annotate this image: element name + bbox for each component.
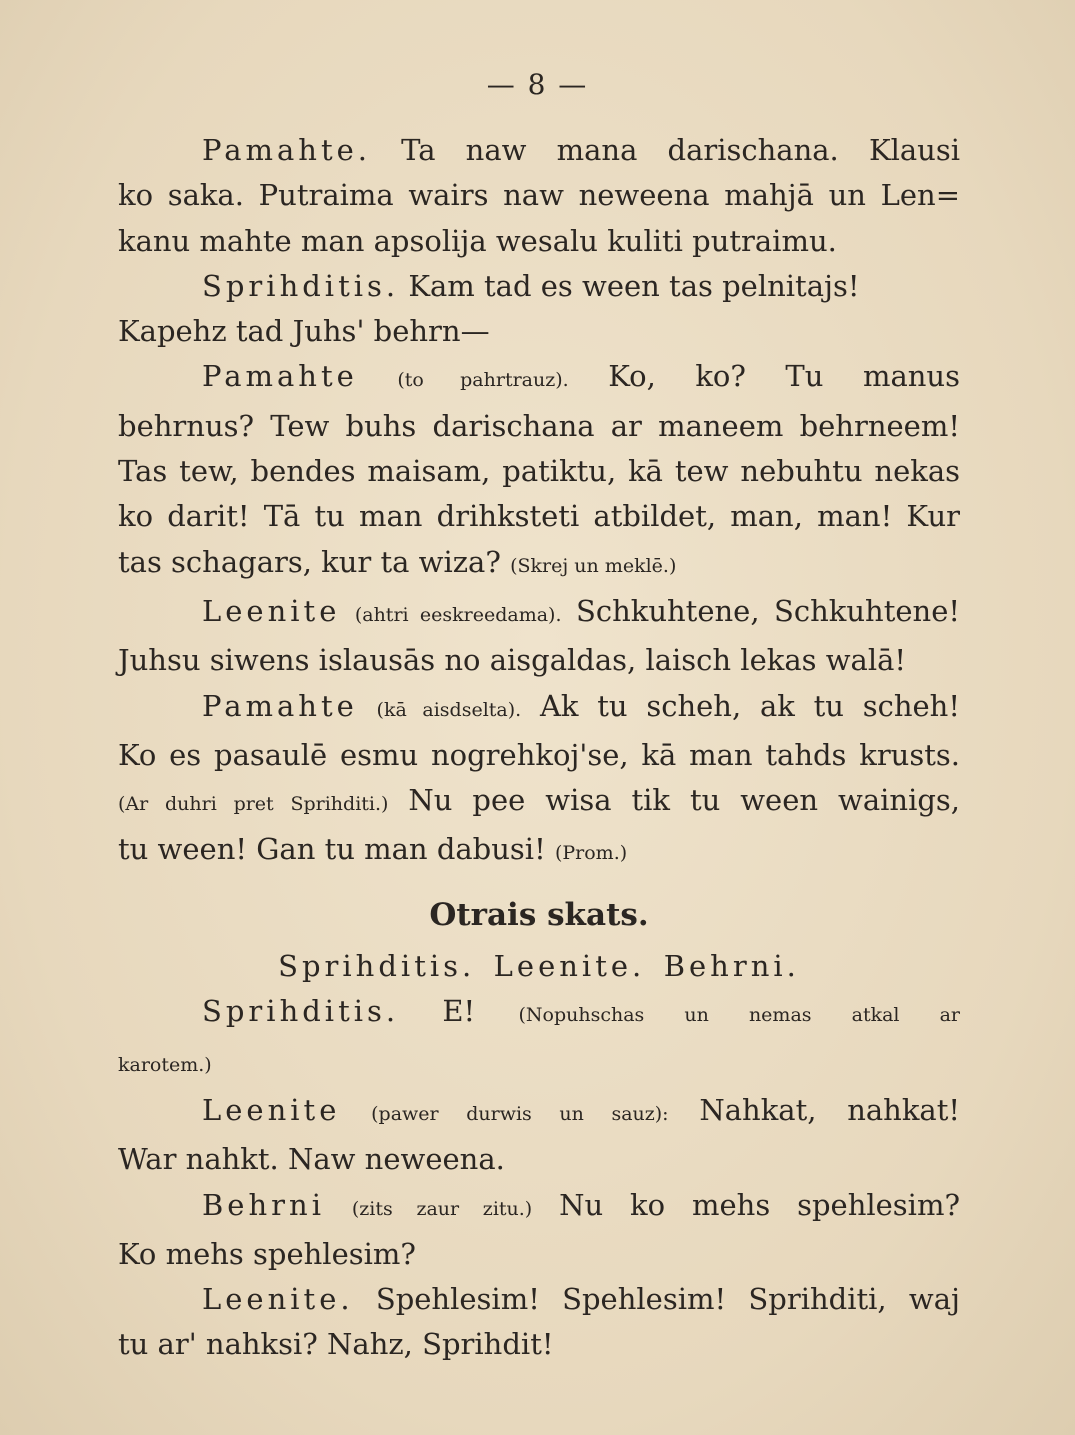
stage-direction: karotem.) [118, 1053, 212, 1076]
speaker: Leenite. [202, 1282, 354, 1317]
text-line [118, 778, 960, 827]
speaker: Leenite [202, 1092, 341, 1127]
text-line [118, 1232, 960, 1277]
dialogue: tas schagars, kur ta wiza? [118, 544, 501, 579]
text-line [118, 684, 960, 733]
dialogue: Ko es pasaulē esmu nogrehkoj'se, kā man tahds krusts. [118, 737, 960, 772]
cast-member: Leenite. [493, 949, 646, 984]
speaker: Pamahte [202, 688, 358, 723]
text-line [118, 354, 960, 403]
stage-direction: (ahtri eeskreedama). [354, 603, 562, 626]
page-number: — 8 — [486, 68, 589, 101]
text-line [118, 219, 960, 264]
dialogue: behrnus? Tew buhs darischana ar maneem behrneem! [118, 408, 960, 443]
text-line [118, 733, 960, 778]
text-line [118, 1137, 960, 1182]
dialogue: Putraima wairs naw neweena mahjā un Len= [258, 178, 961, 213]
stage-direction: (zits zaur zitu.) [351, 1197, 533, 1220]
text-line [118, 989, 960, 1038]
stage-direction: (Ar duhri pret Sprihditi.) [118, 793, 389, 816]
dialogue: Kam tad es ween tas pelnitajs! [408, 268, 860, 303]
text-line [118, 449, 960, 494]
stage-direction: (to pahrtrauz). [397, 369, 569, 392]
dialogue: Juhsu siwens islausās no aisgaldas, laisch lekas walā! [118, 643, 907, 678]
text-line [118, 309, 960, 354]
dialogue: Klausi [868, 133, 961, 167]
dialogue: Tas tew, bendes maisam, patiktu, kā tew nebuhtu nekas [118, 454, 960, 489]
text-line [118, 1277, 960, 1322]
text-line [118, 128, 960, 173]
dialogue: ko darit! Tā tu man drihksteti atbildet, man, man! Kur [118, 499, 960, 534]
dialogue: ko saka. [118, 178, 244, 213]
speaker: Leenite [202, 593, 341, 628]
dialogue: Nu pee wisa tik tu ween wainigs, [408, 783, 961, 818]
dialogue: Spehlesim! Spehlesim! Sprihditi, waj [375, 1282, 960, 1317]
cast-member: Behrni. [663, 949, 800, 984]
scene-heading: Otrais skats. [429, 896, 649, 933]
dialogue: Naw neweena. [287, 1142, 505, 1177]
stage-direction: (Skrej un meklē.) [510, 554, 677, 577]
dialogue: tu ween! Gan tu man dabusi! [118, 832, 546, 867]
dialogue: Nu ko mehs spehlesim? [559, 1187, 961, 1222]
dialogue: Kapehz tad Juhs' behrn— [118, 314, 490, 349]
stage-direction: (pawer durwis un sauz): [371, 1102, 669, 1125]
text-line [118, 1322, 960, 1367]
speaker: Sprihditis. [202, 268, 400, 303]
text-line [118, 589, 960, 638]
text-line [118, 1183, 960, 1232]
speaker: Pamahte [202, 359, 358, 394]
page-body [118, 128, 960, 1368]
text-line [118, 264, 960, 309]
dialogue: Ko, ko? Tu manus [608, 359, 960, 394]
text-line [118, 494, 960, 539]
speaker: Pamahte. [202, 133, 371, 167]
text-line [118, 173, 960, 218]
dialogue: Nahkat, nahkat! [699, 1092, 961, 1127]
dialogue: Nahz, Sprihdit! [327, 1327, 554, 1362]
speaker: Sprihditis. [202, 994, 400, 1029]
dialogue: Ta naw mana darischana. [401, 133, 839, 167]
stage-direction: (kā aisdselta). [376, 698, 522, 721]
text-line [118, 827, 960, 876]
dialogue: E! [442, 994, 476, 1029]
text-line [118, 404, 960, 449]
dialogue: Schkuhtene, Schkuhtene! [575, 593, 961, 628]
dialogue: tu ar' nahksi? [118, 1327, 318, 1362]
stage-direction: (Prom.) [554, 842, 628, 865]
text-line [118, 1088, 960, 1137]
dialogue: kanu mahte man apsolija wesalu kuliti putraimu. [118, 223, 837, 258]
text-line [118, 638, 960, 683]
dialogue: Ko mehs spehlesim? [118, 1236, 416, 1271]
stage-direction: (Nopuhschas un nemas atkal ar [518, 1004, 960, 1027]
text-line [118, 1039, 960, 1088]
cast-list [118, 944, 960, 989]
dialogue: Ak tu scheh, ak tu scheh! [539, 688, 960, 723]
text-line [118, 540, 960, 589]
cast-member: Sprihditis. [278, 949, 476, 984]
dialogue: War nahkt. [118, 1142, 279, 1177]
speaker: Behrni [202, 1187, 325, 1222]
